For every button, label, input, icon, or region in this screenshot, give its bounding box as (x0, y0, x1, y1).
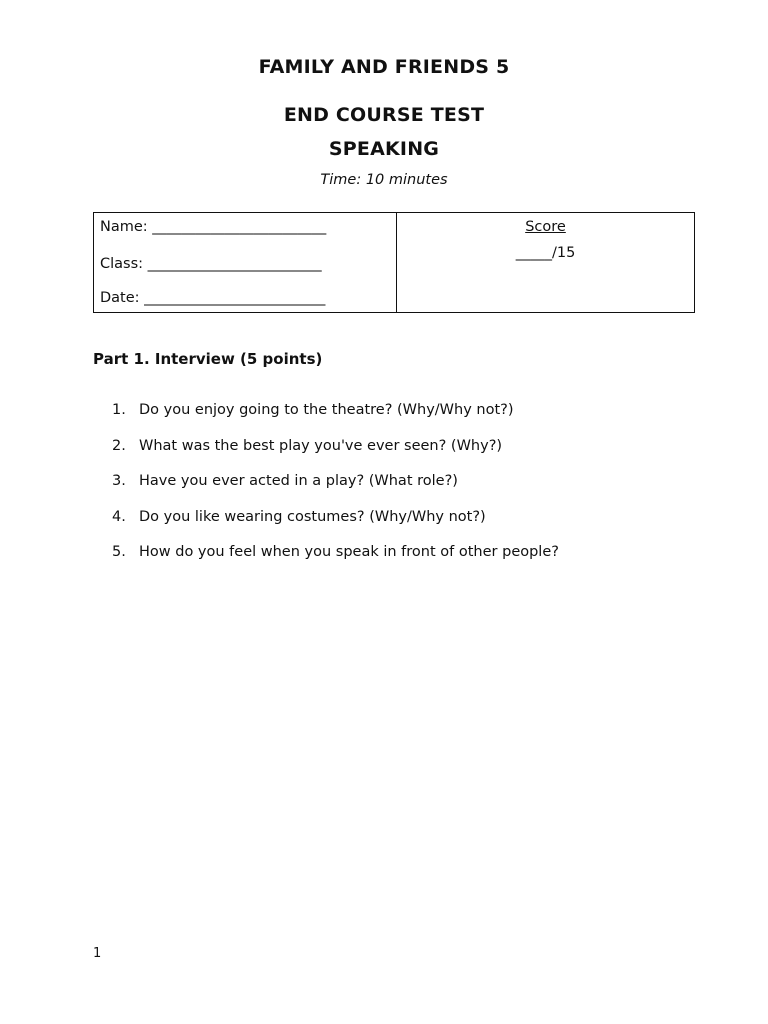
question-number: 4. (112, 508, 126, 525)
question-item (112, 509, 559, 545)
question-text: Do you enjoy going to the theatre? (Why/Why not?) (139, 402, 514, 418)
question-text: Do you like wearing costumes? (Why/Why not?) (139, 508, 486, 525)
student-details (94, 213, 397, 312)
date-field: Date: _________________________ (100, 290, 326, 306)
question-item (112, 544, 559, 580)
time-limit: Time: 10 minutes (320, 172, 448, 188)
part-1-heading: Part 1. Interview (5 points) (93, 350, 323, 368)
page-number: 1 (93, 946, 102, 961)
question-list (112, 402, 559, 580)
score-label: Score (525, 219, 566, 235)
question-text: Have you ever acted in a play? (What role?) (139, 473, 458, 489)
document-title: FAMILY AND FRIENDS 5 (258, 56, 510, 78)
question-number: 3. (112, 473, 126, 489)
question-item (112, 473, 559, 509)
class-field: Class: ________________________ (100, 256, 322, 272)
student-info-box (93, 212, 695, 313)
score-value: _____/15 (515, 245, 576, 261)
question-number: 2. (112, 437, 126, 454)
section-title: SPEAKING (328, 138, 440, 160)
name-field: Name: ________________________ (100, 219, 327, 235)
question-number: 5. (112, 544, 126, 560)
test-title: END COURSE TEST (283, 104, 485, 126)
question-number: 1. (112, 402, 126, 418)
score-area (397, 213, 694, 312)
question-item (112, 402, 559, 438)
question-item (112, 438, 559, 474)
question-text: How do you feel when you speak in front of other people? (139, 544, 559, 560)
question-text: What was the best play you've ever seen? (Why?) (139, 437, 503, 454)
